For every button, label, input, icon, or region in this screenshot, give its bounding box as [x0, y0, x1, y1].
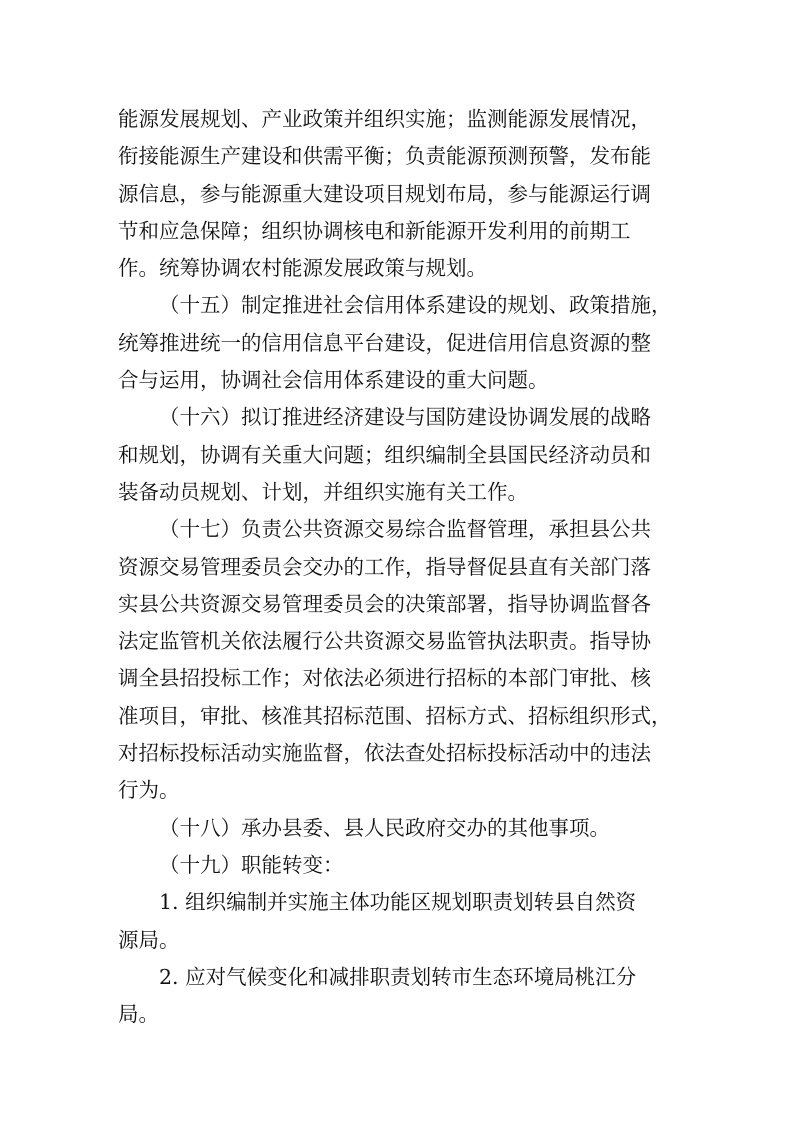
- paragraph-item-15: [118, 287, 684, 399]
- text-line: 法定监管机关依法履行公共资源交易监管执法职责。指导协: [118, 629, 651, 654]
- text-line: 源局。: [118, 927, 180, 952]
- text-line: 局。: [118, 1002, 159, 1027]
- text-line: 1. 组织编制并实施主体功能区规划职责划转县自然资: [159, 890, 637, 915]
- paragraph-sub-item-1: [118, 884, 684, 959]
- text-line: 对招标投标活动实施监督，依法查处招标投标活动中的违法: [118, 741, 651, 766]
- text-line: 作。统筹协调农村能源发展政策与规划。: [118, 256, 487, 281]
- paragraph-energy-planning: [118, 101, 684, 287]
- text-line: 合与运用，协调社会信用体系建设的重大问题。: [118, 368, 549, 393]
- text-line: （十九）职能转变：: [159, 852, 344, 877]
- text-line: 能源发展规划、产业政策并组织实施；监测能源发展情况，: [118, 107, 651, 131]
- text-line: 节和应急保障；组织协调核电和新能源开发利用的前期工: [118, 218, 631, 243]
- text-line: （十八）承办县委、县人民政府交办的其他事项。: [159, 815, 610, 840]
- paragraph-item-19: [118, 847, 684, 884]
- text-line: 准项目，审批、核准其招标范围、招标方式、招标组织形式，: [118, 703, 672, 728]
- text-line: 衔接能源生产建设和供需平衡；负责能源预测预警，发布能: [118, 144, 651, 169]
- text-line: 2. 应对气候变化和减排职责划转市生态环境局桃江分: [159, 964, 637, 989]
- text-line: （十六）拟订推进经济建设与国防建设协调发展的战略: [159, 405, 651, 430]
- text-line: 源信息，参与能源重大建设项目规划布局，参与能源运行调: [118, 181, 651, 206]
- text-line: （十七）负责公共资源交易综合监督管理，承担县公共: [159, 517, 651, 542]
- text-line: 资源交易管理委员会交办的工作，指导督促县直有关部门落: [118, 554, 651, 579]
- text-line: 行为。: [118, 778, 180, 803]
- paragraph-item-18: [118, 810, 684, 847]
- text-line: （十五）制定推进社会信用体系建设的规划、政策措施，: [159, 293, 672, 318]
- text-line: 实县公共资源交易管理委员会的决策部署，指导协调监督各: [118, 591, 651, 616]
- text-line: 调全县招投标工作；对依法必须进行招标的本部门审批、核: [118, 666, 651, 691]
- paragraph-sub-item-2: [118, 959, 684, 1034]
- text-line: 和规划，协调有关重大问题；组织编制全县国民经济动员和: [118, 442, 651, 467]
- paragraph-item-16: [118, 399, 684, 511]
- document-body: [118, 101, 684, 1033]
- paragraph-item-17: [118, 511, 684, 809]
- text-line: 统筹推进统一的信用信息平台建设，促进信用信息资源的整: [118, 330, 651, 355]
- text-line: 装备动员规划、计划，并组织实施有关工作。: [118, 479, 528, 504]
